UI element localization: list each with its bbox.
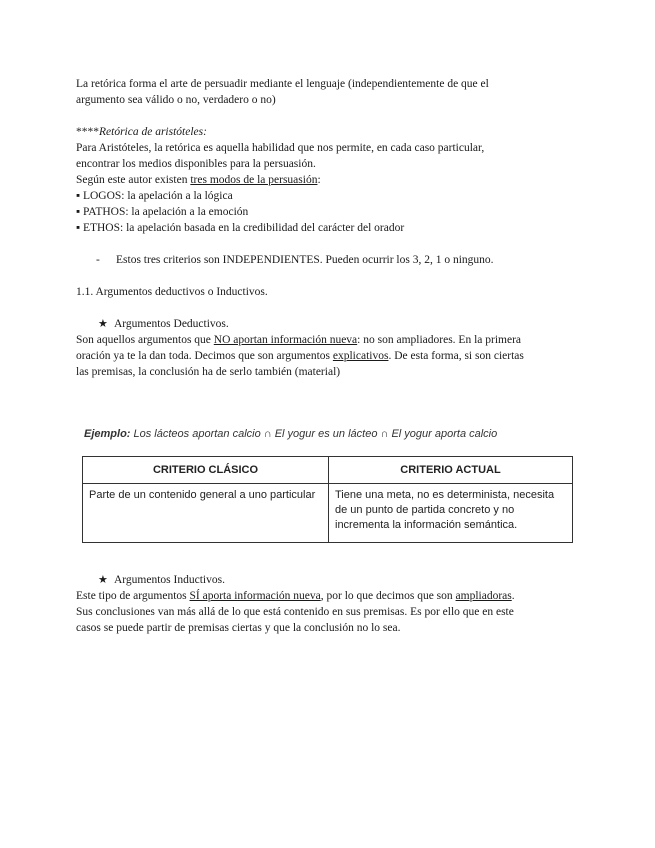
- aristoteles-heading: [76, 124, 596, 140]
- underlined-text: SÍ aporta información nueva: [189, 590, 321, 602]
- text-run: , por lo que decimos que son: [320, 590, 456, 602]
- deductivos-heading: [76, 316, 596, 332]
- text-run: : no son ampliadores. En la primera: [357, 334, 522, 346]
- underlined-text: NO aportan información nueva: [213, 334, 358, 346]
- aristoteles-paragraph: encontrar los medios disponibles para la persuasión.: [76, 158, 316, 170]
- underlined-text: ampliadoras: [455, 590, 512, 602]
- modes-prefix: Según este autor existen: [76, 174, 191, 186]
- table-row: [83, 484, 573, 543]
- inductivos-line: [76, 588, 596, 604]
- inductivos-heading: [76, 572, 596, 588]
- star-icon: ★: [98, 573, 108, 586]
- criteria-table: [82, 456, 573, 543]
- document-body: [76, 76, 596, 380]
- inductivos-line: Sus conclusiones van más allá de lo que está contenido en sus premisas. Es por ello que en este: [76, 606, 514, 618]
- inductivos-line: casos se puede partir de premisas ciertas y que la conclusión no lo sea.: [76, 622, 401, 634]
- text-run: . De esta forma, si son ciertas: [388, 350, 524, 362]
- dash-bullet: -: [96, 254, 100, 266]
- table-header: CRITERIO CLÁSICO: [83, 457, 329, 484]
- mode-item-pathos: ▪ PATHOS: la apelación a la emoción: [76, 206, 249, 218]
- table-header: CRITERIO ACTUAL: [329, 457, 573, 484]
- deductivos-line: [76, 348, 596, 364]
- mode-item-ethos: ▪ ETHOS: la apelación basada en la credibilidad del carácter del orador: [76, 222, 405, 234]
- text-run: .: [511, 590, 515, 602]
- example-line: [84, 426, 497, 442]
- aristoteles-paragraph: Para Aristóteles, la retórica es aquella habilidad que nos permite, en cada caso particular,: [76, 142, 485, 154]
- heading-prefix: ****: [76, 126, 99, 138]
- example-text: Los lácteos aportan calcio ∩ El yogur es un lácteo ∩ El yogur aporta calcio: [130, 428, 498, 440]
- mode-item-logos: ▪ LOGOS: la apelación a la lógica: [76, 190, 233, 202]
- example-label: Ejemplo:: [84, 428, 131, 440]
- table-cell: Tiene una meta, no es determinista, necesita de un punto de partida concreto y no incrementa la información semántica.: [329, 484, 573, 543]
- inductivos-section: [76, 572, 596, 636]
- dash-item: [76, 252, 596, 268]
- underlined-text: explicativos: [332, 350, 389, 362]
- modes-intro: [76, 172, 596, 188]
- intro-line: La retórica forma el arte de persuadir mediante el lenguaje (independientemente de que el: [76, 78, 489, 90]
- deductivos-title: Argumentos Deductivos.: [114, 318, 229, 330]
- text-run: Este tipo de argumentos: [76, 590, 190, 602]
- modes-suffix: :: [317, 174, 321, 186]
- deductivos-line: [76, 332, 596, 348]
- inductivos-title: Argumentos Inductivos.: [114, 574, 225, 586]
- star-icon: ★: [98, 317, 108, 330]
- dash-text: Estos tres criterios son INDEPENDIENTES. Pueden ocurrir los 3, 2, 1 o ninguno.: [116, 254, 494, 266]
- heading-text: Retórica de aristóteles: [99, 126, 204, 138]
- modes-underlined: tres modos de la persuasión: [190, 174, 318, 186]
- text-run: Son aquellos argumentos que: [76, 334, 214, 346]
- deductivos-line: las premisas, la conclusión ha de serlo también (material): [76, 366, 341, 378]
- text-run: oración ya te la dan toda. Decimos que son argumentos: [76, 350, 333, 362]
- section-title: 1.1. Argumentos deductivos o Inductivos.: [76, 286, 268, 298]
- heading-suffix: :: [203, 126, 207, 138]
- table-header-row: [83, 457, 573, 484]
- table-cell: Parte de un contenido general a uno particular: [83, 484, 329, 543]
- intro-line: argumento sea válido o no, verdadero o no): [76, 94, 276, 106]
